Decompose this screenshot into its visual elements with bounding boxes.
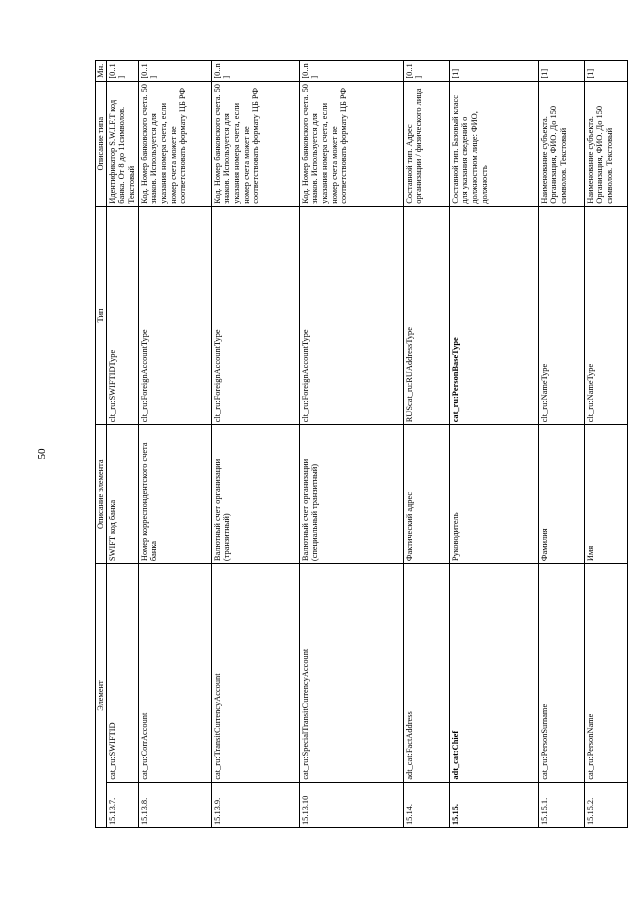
row-number: 15.13.8. bbox=[138, 782, 211, 827]
rotated-table-container bbox=[95, 60, 640, 828]
row-multiplicity: [0..n] bbox=[299, 61, 403, 82]
row-type: clt_ru:ForeignAccountType bbox=[211, 206, 299, 425]
row-number: 15.13.7. bbox=[106, 782, 138, 827]
row-element: cat_ru:SpecialTransitCurrencyAccount bbox=[299, 564, 403, 783]
row-type: clt_ru:ForeignAccountType bbox=[299, 206, 403, 425]
table-row bbox=[211, 61, 299, 828]
row-type: clt_ru:SWIFTIDType bbox=[106, 206, 138, 425]
row-element: cat_ru:CorrAccount bbox=[138, 564, 211, 783]
row-number: 15.13.10 bbox=[299, 782, 403, 827]
row-element: adt_cat:FactAddress bbox=[403, 564, 449, 783]
row-multiplicity: [0..1] bbox=[138, 61, 211, 82]
row-element-desc: Имя bbox=[584, 425, 627, 564]
row-number: 15.14. bbox=[403, 782, 449, 827]
row-type-desc: Наименование субъекта. Организация, ФИО. До 150 символов. Текстовый bbox=[584, 81, 627, 206]
table-row bbox=[138, 61, 211, 828]
row-type-desc: Наименование субъекта. Организация, ФИО. До 150 символов. Текстовый bbox=[538, 81, 584, 206]
row-type-desc: Код. Номер банковского счета. 50 знаков. Используется для указания номера счета, если номер счета может не соответствовать формату ЦБ РФ bbox=[138, 81, 211, 206]
row-element-desc: Фамилия bbox=[538, 425, 584, 564]
row-multiplicity: [0..n] bbox=[211, 61, 299, 82]
row-type: clt_ru:ForeignAccountType bbox=[138, 206, 211, 425]
row-number: 15.15.2. bbox=[584, 782, 627, 827]
row-element-desc: SWIFT код банка bbox=[106, 425, 138, 564]
table-row bbox=[106, 61, 138, 828]
table-row bbox=[403, 61, 449, 828]
row-multiplicity: [1] bbox=[449, 61, 538, 82]
row-type: cat_ru:PersonBaseType bbox=[449, 206, 538, 425]
schema-table bbox=[95, 60, 628, 828]
table-row bbox=[299, 61, 403, 828]
row-type: clt_ru:NameType bbox=[538, 206, 584, 425]
row-multiplicity: [1] bbox=[584, 61, 627, 82]
row-type-desc: Составной тип. Базовый класс для указания сведений о должностном лице: ФИО, должность bbox=[449, 81, 538, 206]
table-row bbox=[584, 61, 627, 828]
row-type: RUScat_ru:RUAddressType bbox=[403, 206, 449, 425]
row-number: 15.15. bbox=[449, 782, 538, 827]
table-row bbox=[449, 61, 538, 828]
row-element-desc: Валютный счет организации (транзитный) bbox=[211, 425, 299, 564]
row-type: clt_ru:NameType bbox=[584, 206, 627, 425]
row-element-desc: Фактический адрес bbox=[403, 425, 449, 564]
row-number: 15.13.9. bbox=[211, 782, 299, 827]
page-number: 50 bbox=[36, 448, 48, 460]
header-multiplicity: Мн. bbox=[96, 61, 107, 82]
row-multiplicity: [1] bbox=[538, 61, 584, 82]
row-element-desc: Валютный счет организации (специальный транзитный) bbox=[299, 425, 403, 564]
row-type-desc: Составной тип. Адрес организации / физического лица bbox=[403, 81, 449, 206]
row-element-desc: Руководитель bbox=[449, 425, 538, 564]
header-type-desc: Описание типа bbox=[96, 81, 107, 206]
row-multiplicity: [0..1] bbox=[106, 61, 138, 82]
row-element: cat_ru:PersonSurname bbox=[538, 564, 584, 783]
row-element: cat_ru:TransitCurrencyAccount bbox=[211, 564, 299, 783]
row-type-desc: Код. Номер банковского счета. 50 знаков. Используется для указания номера счета, если номер счета может не соответствовать формату ЦБ РФ bbox=[299, 81, 403, 206]
header-row bbox=[96, 61, 107, 828]
table-row bbox=[538, 61, 584, 828]
row-number: 15.15.1. bbox=[538, 782, 584, 827]
row-type-desc: Идентификатор S.W.I.F.T код банка. От 8 до 11символов. Текстовый bbox=[106, 81, 138, 206]
row-element: cat_ru:PersonName bbox=[584, 564, 627, 783]
row-element: cat_ru:SWIFTID bbox=[106, 564, 138, 783]
header-type: Тип bbox=[96, 206, 107, 425]
row-multiplicity: [0..1] bbox=[403, 61, 449, 82]
row-element-desc: Номер корреспондентского счета банка bbox=[138, 425, 211, 564]
header-element-desc: Описание элемента bbox=[96, 425, 107, 564]
header-element: Элемент bbox=[96, 564, 107, 828]
row-element: adt_cat:Chief bbox=[449, 564, 538, 783]
row-type-desc: Код. Номер банковского счета. 50 знаков. Используется для указания номера счета, если номер счета может не соответствовать формату ЦБ РФ bbox=[211, 81, 299, 206]
